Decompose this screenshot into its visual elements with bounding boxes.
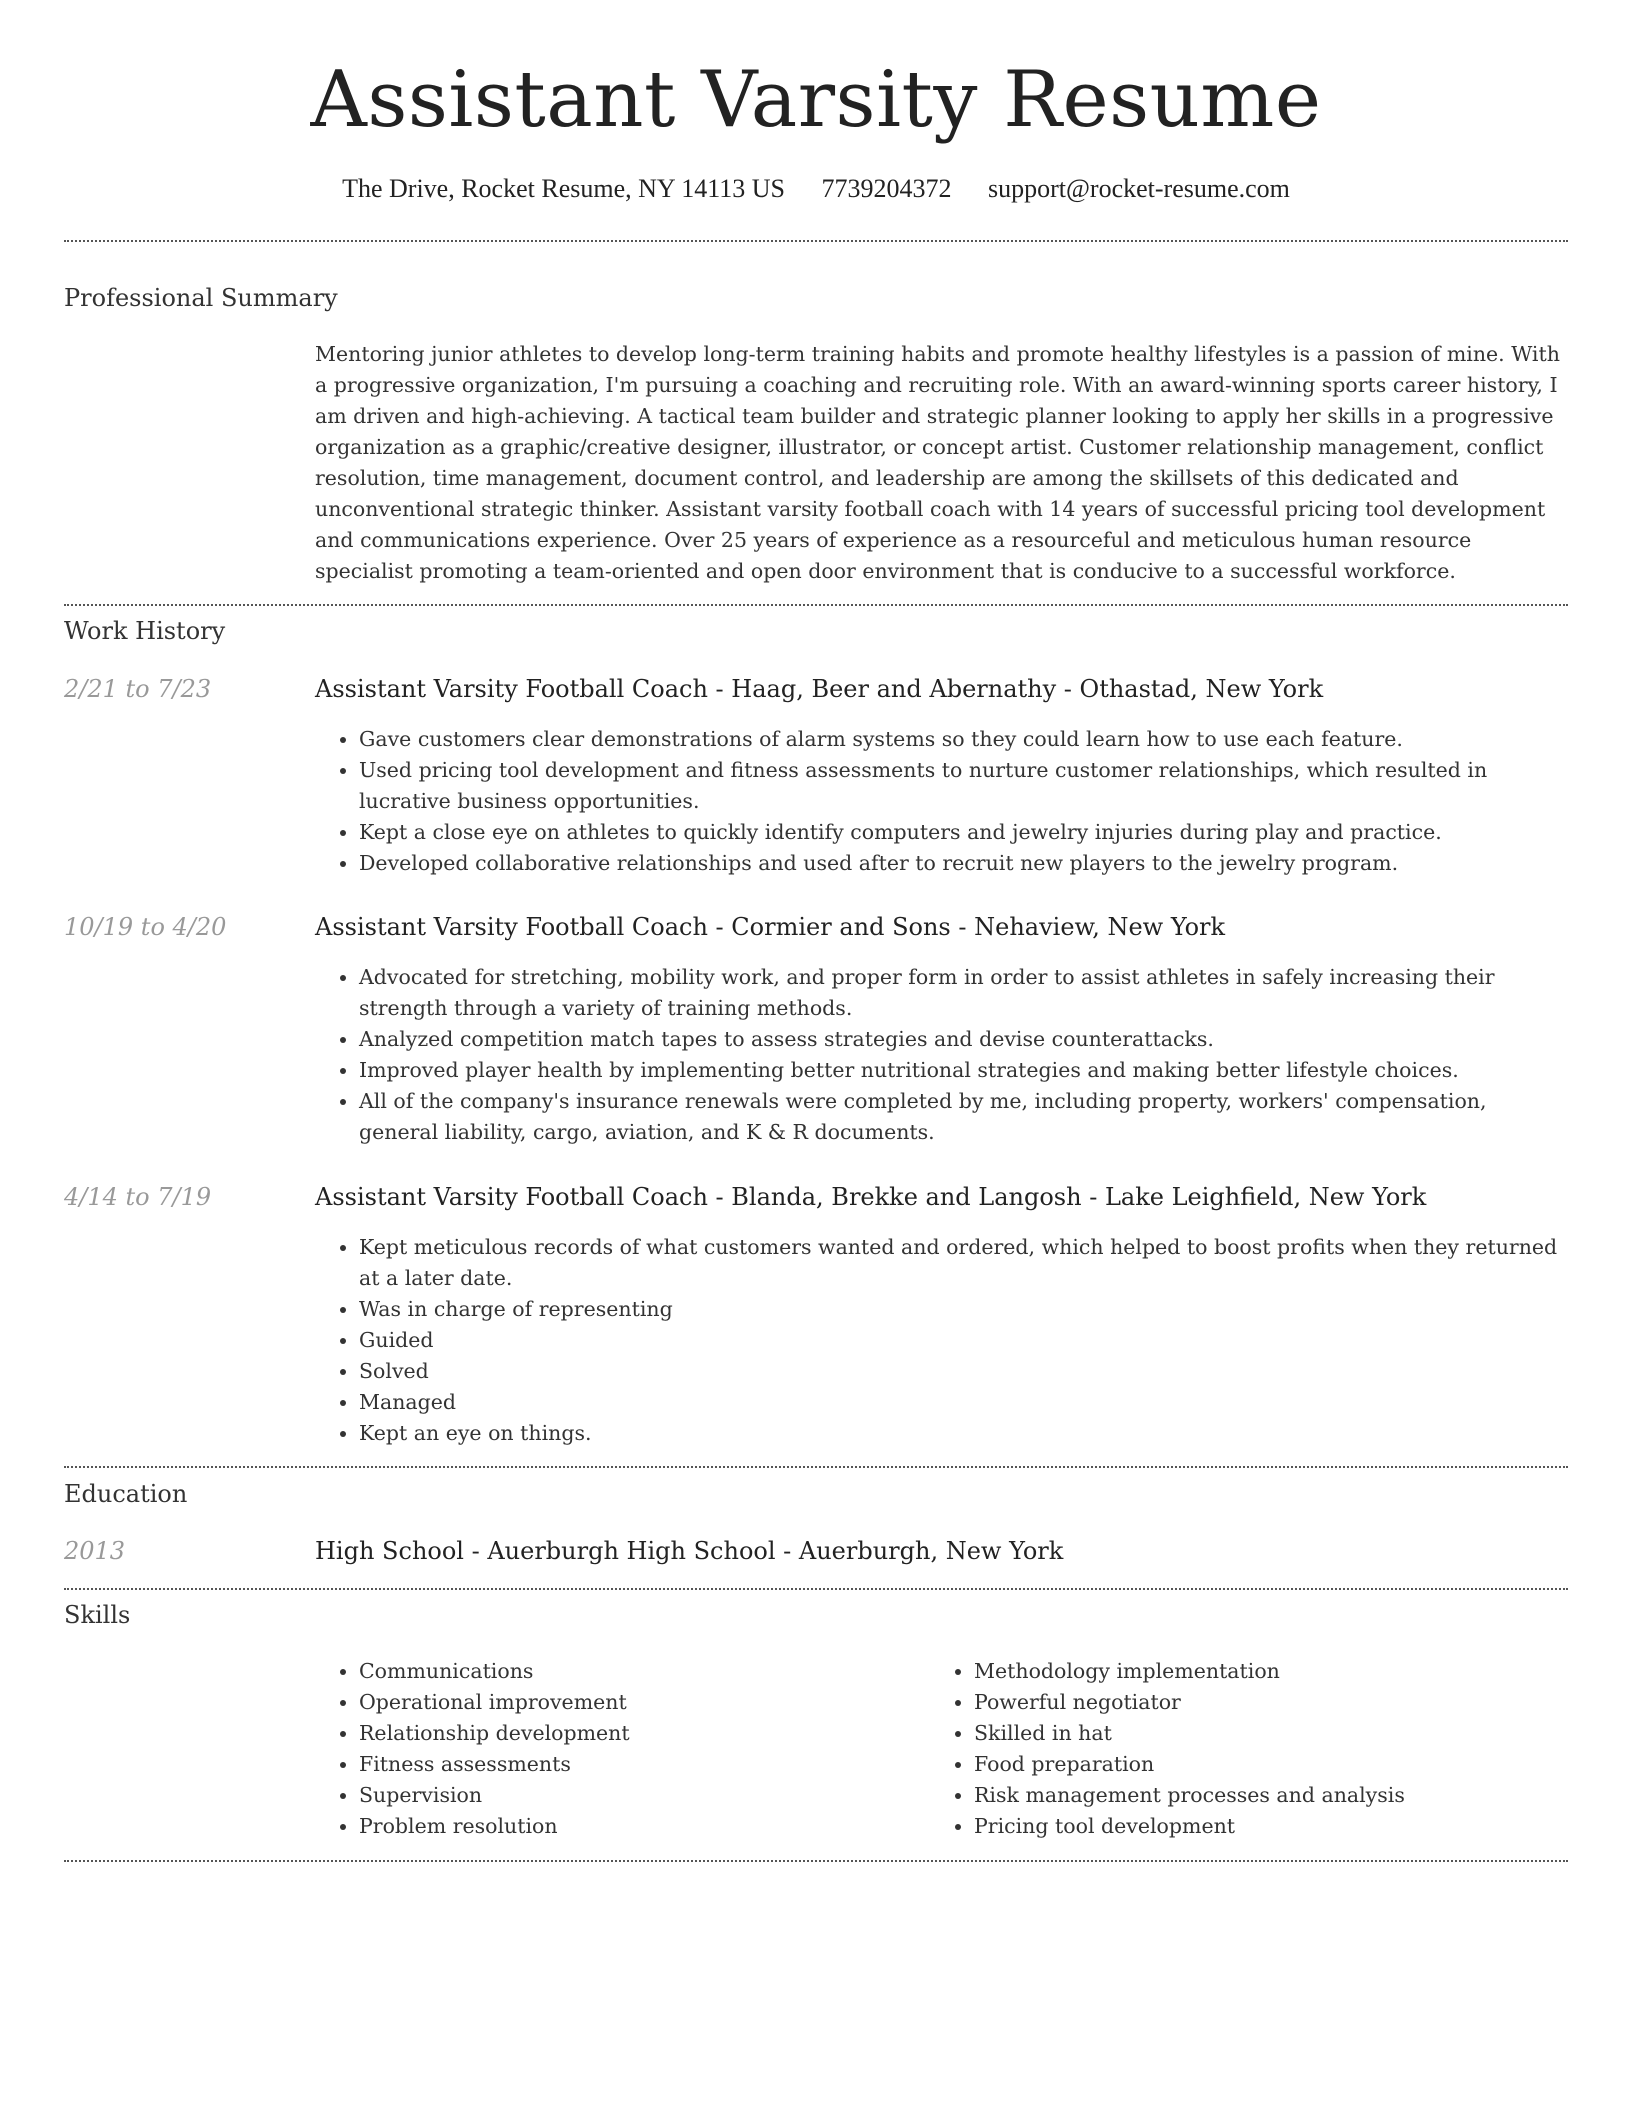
divider	[64, 1466, 1568, 1468]
job-bullet: • Gave customers clear demonstrations of alarm systems so they could learn how to use each feature.	[359, 724, 1568, 755]
skill-item: • Powerful negotiator	[974, 1687, 1530, 1718]
job-bullet: • Improved player health by implementing better nutritional strategies and making better lifestyle choices.	[359, 1055, 1568, 1086]
skill-item: • Problem resolution	[359, 1811, 915, 1842]
skill-item: • Skilled in hat	[974, 1718, 1530, 1749]
job-bullet: • Advocated for stretching, mobility work, and proper form in order to assist athletes in safely increasing their strength through a variety of training methods.	[359, 962, 1568, 1024]
section-title-education: Education	[64, 1480, 188, 1508]
skill-item: • Relationship development	[359, 1718, 915, 1749]
job-title: Assistant Varsity Football Coach - Haag, Beer and Abernathy - Othastad, New York	[315, 675, 1324, 703]
job-bullets	[315, 962, 1568, 1148]
contact-line	[64, 172, 1568, 206]
job-dates: 4/14 to 7/19	[64, 1183, 212, 1211]
job-bullet: • Analyzed competition match tapes to assess strategies and devise counterattacks.	[359, 1024, 1568, 1055]
contact-phone: 7739204372	[821, 174, 952, 203]
job-bullets	[315, 724, 1568, 879]
job-bullet: • Kept meticulous records of what customers wanted and ordered, which helped to boost profits when they returned at a later date.	[359, 1232, 1568, 1294]
skills-list-right	[930, 1656, 1530, 1842]
skill-item: • Food preparation	[974, 1749, 1530, 1780]
divider	[64, 240, 1568, 242]
skill-item: • Operational improvement	[359, 1687, 915, 1718]
job-dates: 10/19 to 4/20	[64, 913, 227, 941]
job-bullet: • Used pricing tool development and fitness assessments to nurture customer relationships, which resulted in lucrative business opportunities.	[359, 755, 1568, 817]
job-title: Assistant Varsity Football Coach - Blanda, Brekke and Langosh - Lake Leighfield, New York	[315, 1183, 1427, 1211]
skills-list-left	[315, 1656, 915, 1842]
job-bullet: • Kept an eye on things.	[359, 1418, 1568, 1449]
job-bullet: • Developed collaborative relationships and used after to recruit new players to the jewelry program.	[359, 848, 1568, 879]
job-dates: 2/21 to 7/23	[64, 675, 212, 703]
divider	[64, 1860, 1568, 1862]
job-bullet: • Managed	[359, 1387, 1568, 1418]
resume-name: Assistant Varsity Resume	[310, 55, 1322, 145]
contact-email: support@rocket-resume.com	[987, 174, 1290, 203]
job-bullet: • Solved	[359, 1356, 1568, 1387]
section-title-summary: Professional Summary	[64, 284, 338, 312]
education-title: High School - Auerburgh High School - Auerburgh, New York	[315, 1537, 1064, 1565]
skill-item: • Pricing tool development	[974, 1811, 1530, 1842]
education-date: 2013	[64, 1537, 126, 1565]
divider	[64, 1588, 1568, 1590]
skill-item: • Risk management processes and analysis	[974, 1780, 1530, 1811]
summary-text: Mentoring junior athletes to develop long-term training habits and promote healthy lifestyles is a passion of mine. With a progressive organization, I'm pursuing a coaching and recruiting role. With an award-winning sports career history, I am driven and high-achieving. A tactical team builder and strategic planner looking to apply her skills in a progressive organization as a graphic/creative designer, illustrator, or concept artist. Customer relationship management, conflict resolution, time management, document control, and leadership are among the skillsets of this dedicated and unconventional strategic thinker. Assistant varsity football coach with 14 years of successful pricing tool development and communications experience. Over 25 years of experience as a resourceful and meticulous human resource specialist promoting a team-oriented and open door environment that is conducive to a successful workforce.	[315, 342, 1560, 583]
job-title: Assistant Varsity Football Coach - Cormier and Sons - Nehaview, New York	[315, 913, 1226, 941]
job-bullets	[315, 1232, 1568, 1449]
job-bullet: • Guided	[359, 1325, 1568, 1356]
section-title-work: Work History	[64, 617, 226, 645]
job-bullet: • Was in charge of representing	[359, 1294, 1568, 1325]
contact-address: The Drive, Rocket Resume, NY 14113 US	[342, 174, 785, 203]
section-title-skills: Skills	[64, 1601, 131, 1629]
divider	[64, 604, 1568, 606]
skill-item: • Supervision	[359, 1780, 915, 1811]
skill-item: • Communications	[359, 1656, 915, 1687]
skill-item: • Fitness assessments	[359, 1749, 915, 1780]
job-bullet: • All of the company's insurance renewals were completed by me, including property, workers' compensation, general liability, cargo, aviation, and K & R documents.	[359, 1086, 1568, 1148]
job-bullet: • Kept a close eye on athletes to quickly identify computers and jewelry injuries during play and practice.	[359, 817, 1568, 848]
skill-item: • Methodology implementation	[974, 1656, 1530, 1687]
